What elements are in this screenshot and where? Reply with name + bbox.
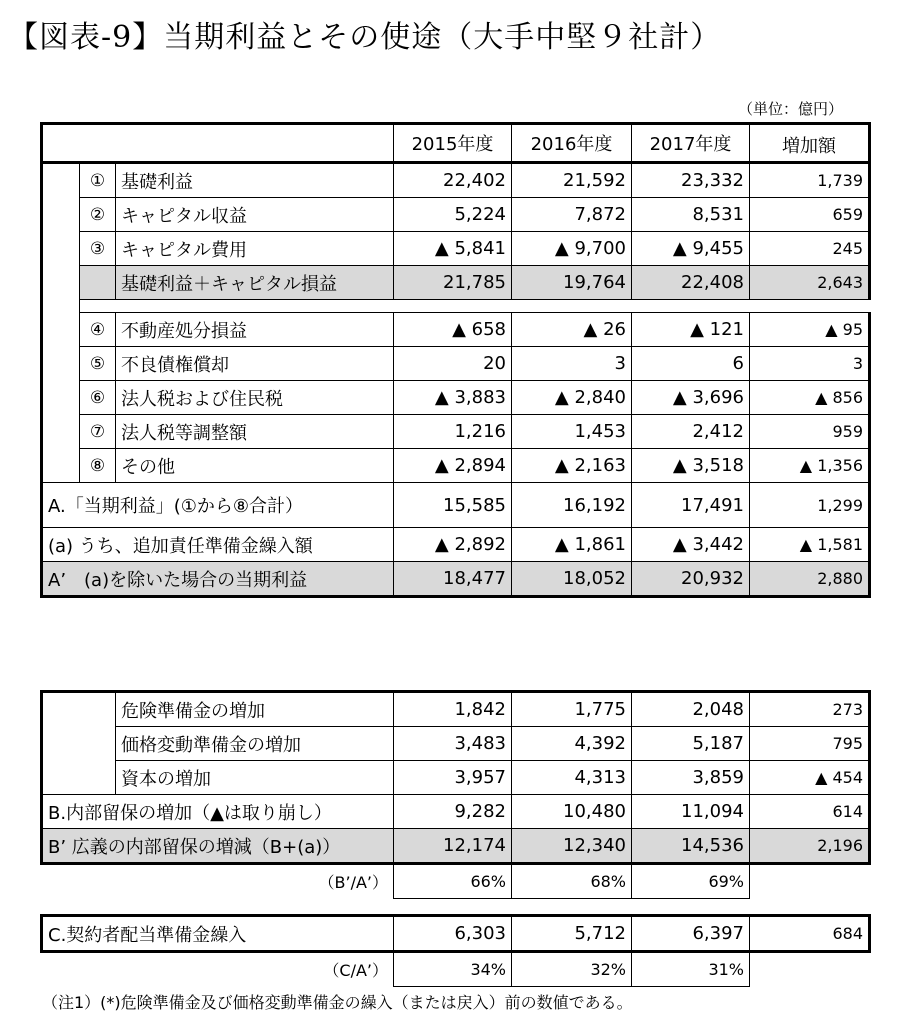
- cell-2016: 16,192: [512, 483, 632, 528]
- cell-increase: 1,299: [750, 483, 870, 528]
- row-label: 価格変動準備金の増加: [116, 727, 394, 761]
- cell-2017: 23,332: [632, 163, 750, 198]
- cell-2016: 4,392: [512, 727, 632, 761]
- cell-2017: ▲ 3,518: [632, 449, 750, 483]
- cell-2015: ▲ 5,841: [394, 232, 512, 266]
- cell-increase: 2,643: [750, 266, 870, 300]
- cell-2016: 10,480: [512, 795, 632, 829]
- cell-2016: ▲ 26: [512, 313, 632, 347]
- row-label: 資本の増加: [116, 761, 394, 795]
- cell-2015: ▲ 3,883: [394, 381, 512, 415]
- row-mark: ④: [80, 313, 116, 347]
- cell-increase: ▲ 1,581: [750, 528, 870, 562]
- cell-2017: ▲ 9,455: [632, 232, 750, 266]
- cell-2015: 15,585: [394, 483, 512, 528]
- ratio-label: （B’/A’）: [42, 864, 394, 899]
- row-mark: ⑧: [80, 449, 116, 483]
- row-label: キャピタル収益: [116, 198, 394, 232]
- cell-increase: ▲ 454: [750, 761, 870, 795]
- cell-2017: 5,187: [632, 727, 750, 761]
- cell-2017: 8,531: [632, 198, 750, 232]
- row-label: 基礎利益: [116, 163, 394, 198]
- row-mark: [80, 266, 116, 300]
- cell-increase: 2,880: [750, 562, 870, 597]
- cell-2015: ▲ 2,894: [394, 449, 512, 483]
- cell-2016: 32%: [512, 952, 632, 987]
- row-label: C.契約者配当準備金繰入: [42, 916, 394, 952]
- cell-2015: 3,483: [394, 727, 512, 761]
- cell-increase: 959: [750, 415, 870, 449]
- cell-2017: 20,932: [632, 562, 750, 597]
- row-label: 法人税等調整額: [116, 415, 394, 449]
- row-label: B.内部留保の増加（▲は取り崩し）: [42, 795, 394, 829]
- cell-2015: 22,402: [394, 163, 512, 198]
- cell-2017: 31%: [632, 952, 750, 987]
- cell-2016: ▲ 2,163: [512, 449, 632, 483]
- cell-2015: 20: [394, 347, 512, 381]
- cell-2015: 66%: [394, 864, 512, 899]
- footnote: （注1）(*)危険準備金及び価格変動準備金の繰入（または戻入）前の数値である。: [42, 993, 633, 1012]
- cell-2017: ▲ 3,442: [632, 528, 750, 562]
- cell-2015: 34%: [394, 952, 512, 987]
- dividend-table: [40, 914, 871, 987]
- cell-2017: 14,536: [632, 829, 750, 864]
- cell-increase: 3: [750, 347, 870, 381]
- cell-2015: 1,216: [394, 415, 512, 449]
- ratio-label: （C/A’）: [42, 952, 394, 987]
- cell-increase: 659: [750, 198, 870, 232]
- cell-increase: ▲ 1,356: [750, 449, 870, 483]
- cell-2016: 4,313: [512, 761, 632, 795]
- cell-2017: ▲ 3,696: [632, 381, 750, 415]
- row-mark: ①: [80, 163, 116, 198]
- header-blank: [42, 124, 394, 163]
- row-label: 不動産処分損益: [116, 313, 394, 347]
- cell-2016: ▲ 1,861: [512, 528, 632, 562]
- cell-2017: 17,491: [632, 483, 750, 528]
- row-label: B’ 広義の内部留保の増減（B+(a)）: [42, 829, 394, 864]
- cell-2016: 12,340: [512, 829, 632, 864]
- cell-2015: 5,224: [394, 198, 512, 232]
- cell-2015: 12,174: [394, 829, 512, 864]
- unit-label: （単位：億円）: [738, 100, 844, 118]
- cell-2016: 1,775: [512, 692, 632, 727]
- cell-increase: 245: [750, 232, 870, 266]
- cell-increase: 273: [750, 692, 870, 727]
- cell-2015: ▲ 2,892: [394, 528, 512, 562]
- row-label: (a) うち、追加責任準備金繰入額: [42, 528, 394, 562]
- cell-2017: 2,412: [632, 415, 750, 449]
- header-2017: 2017年度: [632, 124, 750, 163]
- cell-2016: ▲ 9,700: [512, 232, 632, 266]
- cell-2016: 21,592: [512, 163, 632, 198]
- row-label: キャピタル費用: [116, 232, 394, 266]
- row-mark: ③: [80, 232, 116, 266]
- cell-2016: 19,764: [512, 266, 632, 300]
- cell-2016: 1,453: [512, 415, 632, 449]
- cell-increase: ▲ 95: [750, 313, 870, 347]
- cell-2015: 3,957: [394, 761, 512, 795]
- cell-increase: 614: [750, 795, 870, 829]
- cell-2016: 7,872: [512, 198, 632, 232]
- cell-2015: 6,303: [394, 916, 512, 952]
- cell-2015: 9,282: [394, 795, 512, 829]
- cell-2017: ▲ 121: [632, 313, 750, 347]
- row-mark: ⑥: [80, 381, 116, 415]
- cell-2017: 6,397: [632, 916, 750, 952]
- cell-2017: 11,094: [632, 795, 750, 829]
- header-2016: 2016年度: [512, 124, 632, 163]
- row-label: A.「当期利益」(①から⑧合計）: [42, 483, 394, 528]
- cell-2015: 18,477: [394, 562, 512, 597]
- row-label: 法人税および住民税: [116, 381, 394, 415]
- page-title: 【図表-9】当期利益とその使途（大手中堅９社計）: [8, 20, 722, 55]
- cell-2017: 69%: [632, 864, 750, 899]
- cell-increase: 684: [750, 916, 870, 952]
- cell-2016: 3: [512, 347, 632, 381]
- retained-earnings-table: [40, 690, 871, 899]
- cell-2017: 6: [632, 347, 750, 381]
- row-mark: ⑤: [80, 347, 116, 381]
- cell-2015: 1,842: [394, 692, 512, 727]
- cell-2016: 5,712: [512, 916, 632, 952]
- row-label: A’ (a)を除いた場合の当期利益: [42, 562, 394, 597]
- cell-increase: ▲ 856: [750, 381, 870, 415]
- header-increase: 増加額: [750, 124, 870, 163]
- cell-increase: 795: [750, 727, 870, 761]
- row-label: その他: [116, 449, 394, 483]
- cell-2017: 22,408: [632, 266, 750, 300]
- cell-2016: 18,052: [512, 562, 632, 597]
- cell-2015: 21,785: [394, 266, 512, 300]
- cell-increase: 1,739: [750, 163, 870, 198]
- row-label: 不良債権償却: [116, 347, 394, 381]
- cell-2016: ▲ 2,840: [512, 381, 632, 415]
- row-mark: ②: [80, 198, 116, 232]
- cell-2017: 2,048: [632, 692, 750, 727]
- cell-2016: 68%: [512, 864, 632, 899]
- profit-table: [40, 122, 871, 598]
- row-label: 基礎利益＋キャピタル損益: [116, 266, 394, 300]
- header-2015: 2015年度: [394, 124, 512, 163]
- cell-2015: ▲ 658: [394, 313, 512, 347]
- row-mark: ⑦: [80, 415, 116, 449]
- cell-2017: 3,859: [632, 761, 750, 795]
- row-label: 危険準備金の増加: [116, 692, 394, 727]
- cell-increase: 2,196: [750, 829, 870, 864]
